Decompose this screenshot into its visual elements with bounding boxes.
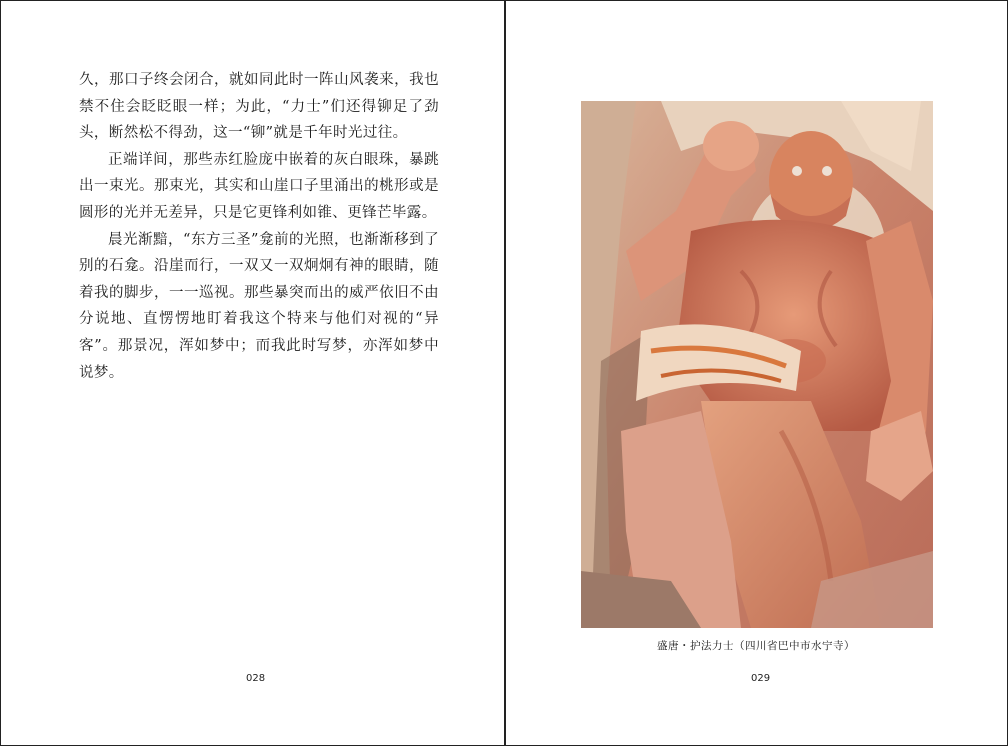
page-number: 029 [751,673,771,684]
photo-caption: 盛唐・护法力士（四川省巴中市水宁寺） [657,640,855,652]
sculpture-photo [581,101,933,628]
body-text [79,67,439,386]
right-page [506,1,1007,745]
paragraph: 晨光渐黯，“东方三圣”龛前的光照，也渐渐移到了别的石龛。沿崖而行，一双又一双炯炯有神的眼睛，随着我的脚步，一一巡视。那些暴突而出的威严依旧不由分说地、直愣愣地盯着我这个特来与他们对视的“异客”。那景况，浑如梦中；而我此时写梦，亦浑如梦中说梦。 [79,231,439,381]
paragraph: 正端详间，那些赤红脸庞中嵌着的灰白眼珠，暴跳出一束光。那束光，其实和山崖口子里涌出的桃形或是圆形的光并无差异，只是它更锋利如锥、更锋芒毕露。 [79,151,439,221]
paragraph: 久，那口子终会闭合，就如同此时一阵山风袭来，我也禁不住会眨眨眼一样；为此，“力士”们还得铆足了劲头，断然松不得劲，这一“铆”就是千年时光过往。 [79,72,439,142]
left-page [1,1,504,745]
page-number: 028 [246,673,266,684]
